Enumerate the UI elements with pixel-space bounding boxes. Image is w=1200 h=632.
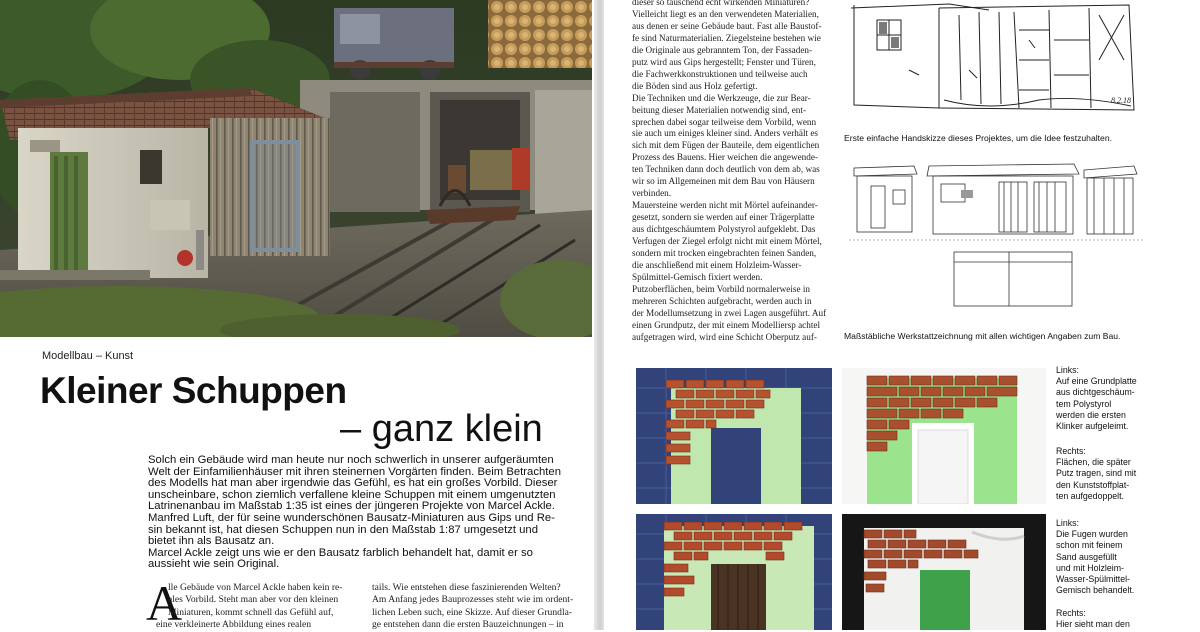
build-photo-2 (842, 368, 1046, 504)
body-column-1 (156, 582, 358, 632)
body-line: Vielleicht liegt es an den verwendeten Materialien, (632, 8, 819, 19)
column-line: ge entstehen dann die ersten Bauzeichnungen – in (372, 619, 564, 631)
build-photo-4-image (842, 514, 1046, 630)
body-line: die Böden sind aus Holz gefertigt. (632, 80, 758, 91)
note-heading: Rechts: (1056, 608, 1086, 618)
note-line: Flächen, die später (1056, 457, 1131, 468)
note-line: Auf eine Grundplatte (1056, 376, 1137, 387)
note-line: schon mit feinem (1056, 540, 1123, 551)
body-line: die Fachwerkkonstruktionen und teilweise auch (632, 68, 808, 79)
sketch-signature: 8.2.18 (1111, 96, 1131, 105)
intro-line: unscheinbare, schon ziemlich verfallene kleine Schuppen mit einem umgenutzten (148, 488, 556, 501)
body-line: sie auch um einiges kleiner sind. Anders verhält es (632, 128, 818, 139)
note-line: Wasser-Spülmittel- (1056, 574, 1130, 585)
body-line: ten Techniken dann doch deutlich von dem ab, was (632, 164, 820, 175)
body-line: Verfugen der Ziegel erfolgt nicht mit einem Mörtel, (632, 236, 822, 247)
note-line: aus dichtgeschäum- (1056, 387, 1135, 398)
hand-sketch (849, 0, 1144, 118)
note-line: Sand ausgefüllt (1056, 551, 1117, 562)
column-line: lichen Leben such, eine Skizze. Auf dieser Grundla- (372, 606, 573, 618)
body-line: fe sind Naturmaterialien. Ziegelsteine bestehen wie (632, 32, 821, 43)
build-photo-3-image (636, 514, 832, 630)
note-1 (1056, 365, 1176, 432)
note-3 (1056, 518, 1176, 596)
drop-cap: A (146, 575, 183, 631)
body-line: wir so im Allgemeinen mit dem Bau von Häusern (632, 176, 815, 187)
body-line: die Originale aus gebranntem Ton, der Fassaden- (632, 44, 813, 55)
note-2 (1056, 446, 1176, 502)
note-line: Gemisch behandelt. (1056, 585, 1135, 596)
body-line: Putzoberflächen, beim Vorbild normalerweise in (632, 283, 811, 294)
intro-line: Welt der Einfamilienhäuser mit ihren steinernen Vorgärten finden. Beim Betrachten (148, 465, 561, 478)
body-line: putz wird aus Gips hergestellt; Fenster und Türen, (632, 56, 816, 67)
left-page (0, 0, 596, 630)
intro-line: aussieht wie sein Original. (148, 558, 280, 571)
drawing-caption: Maßstäbliche Werkstattzeichnung mit allen wichtigen Angaben zum Bau. (844, 331, 1121, 341)
intro-line: Manfred Luft, der für seine wunderschönen Bausatz-Miniaturen aus Gips und Re- (148, 511, 555, 524)
right-body-column (632, 0, 834, 344)
build-photo-1 (636, 368, 832, 504)
body-line: einen Grundputz, der mit einem Modelliersp achtel (632, 319, 821, 330)
body-line: aufgetragen wird, wird eine Schicht Oberputz auf- (632, 331, 817, 342)
column-line: Miniaturen, kommt schnell das Gefühl auf, (168, 606, 334, 618)
workshop-drawing (849, 160, 1144, 310)
body-line: verbinden. (632, 188, 672, 199)
note-line: Putz tragen, sind mit (1056, 468, 1137, 479)
note-heading: Links: (1056, 518, 1079, 528)
right-page (604, 0, 1200, 630)
body-line: aus dichtgeschäumtem Polystyrol aufgeklebt. Das (632, 224, 816, 235)
hero-photo (0, 0, 592, 337)
intro-line: bietet ihn als Bausatz an. (148, 535, 275, 548)
body-line: Spülmittel-Gemisch fixiert werden. (632, 271, 763, 282)
column-line: ales Vorbild. Steht man aber vor den kleinen (168, 594, 339, 606)
body-line: gesetzt, sondern sie werden auf einer Trägerplatte (632, 212, 815, 223)
column-line: Am Anfang jedes Bauprozesses steht wie im ordent- (372, 594, 574, 606)
body-line: sich mit dem Fügen der Bauteile, dem eigentlichen (632, 140, 820, 151)
build-photo-3 (636, 514, 832, 630)
intro-line: Latrinenanbau im Maßstab 1:35 ist eines der jüngeren Projekte von Marcel Ackle. (148, 500, 555, 513)
article-title: Kleiner Schuppen (40, 370, 347, 411)
note-line: werden die ersten (1056, 409, 1126, 420)
sketch-caption: Erste einfache Handskizze dieses Projektes, um die Idee festzuhalten. (844, 133, 1112, 143)
note-line: Hier sieht man den (1056, 619, 1130, 630)
body-line: sondern mit trocken eingebrachten feinen Sanden, (632, 248, 817, 259)
build-photo-2-image (842, 368, 1046, 504)
diorama-illustration (0, 0, 592, 337)
note-4 (1056, 608, 1176, 630)
intro-line: des Modells hat man aber irgendwie das Gefühl, es hat ein großes Vorbild. Dieser (148, 477, 558, 490)
body-line: Mauersteine werden nicht mit Mörtel aufeinander- (632, 200, 818, 211)
intro-paragraph (148, 455, 568, 571)
note-heading: Links: (1056, 365, 1079, 375)
hand-sketch-drawing (849, 0, 1144, 118)
intro-line: Solch ein Gebäude wird man heute nur noch schwerlich in unserer aufgeräumten (148, 454, 554, 466)
body-line: beitung dieser Materialien notwendig sind, ent- (632, 104, 807, 115)
body-line: Prozess des Bauens. Hier weichen die angewende- (632, 152, 818, 163)
section-label: Modellbau – Kunst (42, 350, 134, 362)
intro-line: sin bekannt ist, hat diesen Schuppen nun in den Maßstab 1:87 umgesetzt und (148, 523, 539, 536)
workshop-drawing-lines (849, 160, 1144, 310)
body-line: Die Techniken und die Werkzeuge, die zur Bear- (632, 92, 811, 103)
note-line: Die Fugen wurden (1056, 529, 1128, 540)
note-line: und mit Holzleim- (1056, 562, 1124, 573)
body-line: die anschließend mit einem Holzleim-Wasser- (632, 259, 802, 270)
body-line: sprechen dabei sogar teilweise dem Vorbild, wenn (632, 116, 817, 127)
body-line: der Modellumsetzung in zwei Lagen ausgeführt. Auf (632, 307, 827, 318)
note-line: den Kunststoffplat- (1056, 479, 1130, 490)
note-line: ten aufgedoppelt. (1056, 490, 1124, 501)
article-subtitle: – ganz klein (340, 408, 543, 450)
column-line: eine verkleinerte Abbildung eines realen (156, 619, 312, 631)
body-line: aus denen er seine Gebäude baut. Fast alle Baustof- (632, 20, 822, 31)
build-photo-4 (842, 514, 1046, 630)
column-line: lle Gebäude von Marcel Ackle haben kein re- (168, 582, 343, 593)
build-photo-1-image (636, 368, 832, 504)
intro-line: Marcel Ackle zeigt uns wie er den Bausatz farblich behandelt hat, damit er so (148, 546, 533, 559)
note-line: Klinker aufgeleimt. (1056, 421, 1129, 432)
body-column-2 (372, 582, 572, 632)
body-line: mehreren Schichten aufgebracht, werden auch in (632, 295, 812, 306)
note-line: tem Polystyrol (1056, 398, 1112, 409)
note-heading: Rechts: (1056, 446, 1086, 456)
body-line: dieser so täuschend echt wirkenden Miniaturen? (632, 0, 810, 7)
column-line: tails. Wie entstehen diese faszinierenden Welten? (372, 582, 561, 593)
